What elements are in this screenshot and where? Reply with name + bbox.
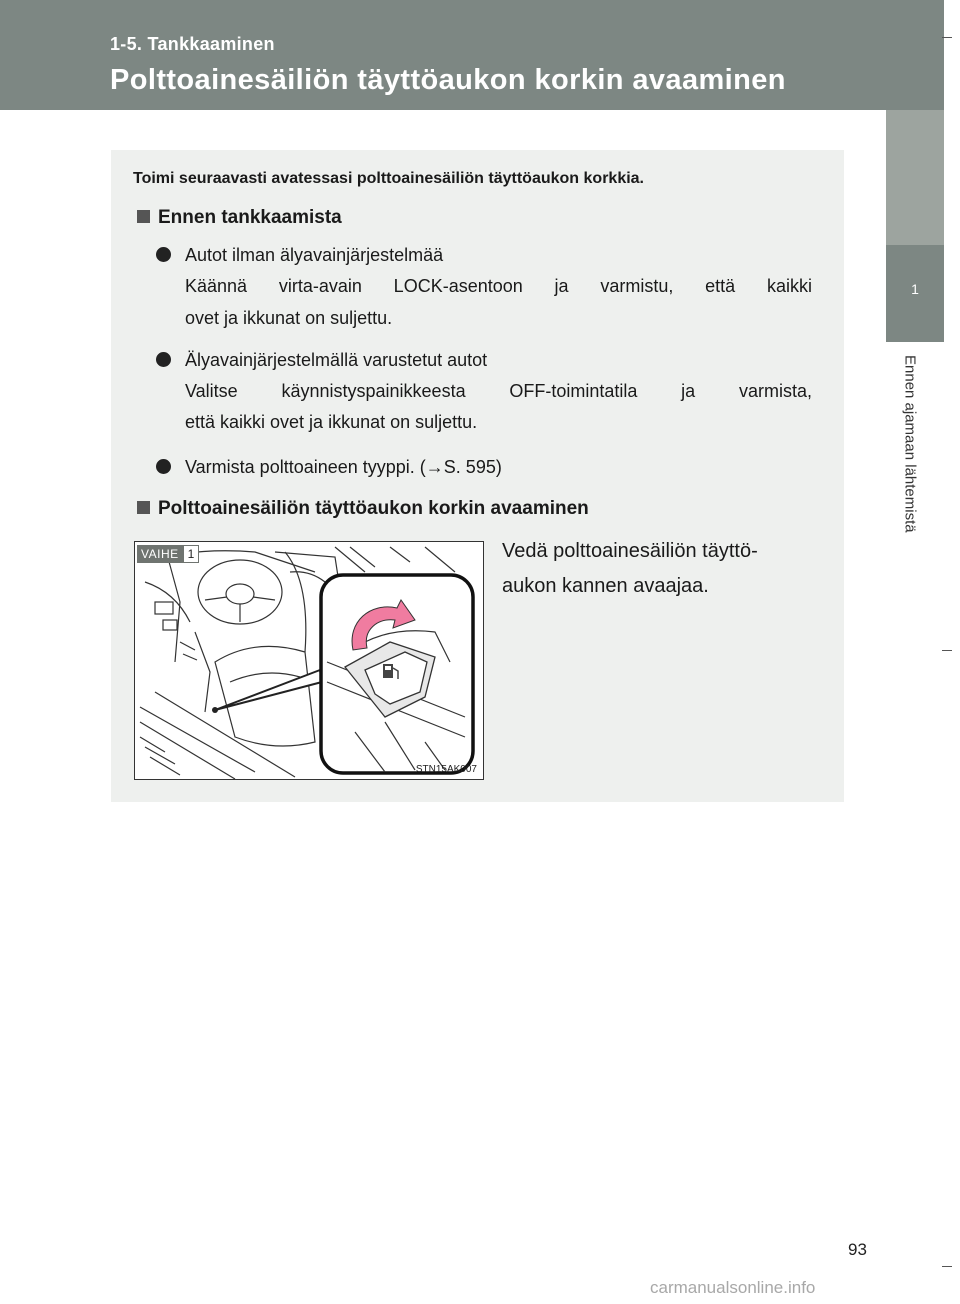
page-header [0,0,944,110]
bullet-icon [156,459,171,474]
chapter-title-vertical [890,355,930,595]
side-tab-top [886,110,944,245]
bullet-icon [156,247,171,262]
crop-mark [942,37,952,38]
intro-text: Toimi seuraavasti avatessasi polttoainesäiliön täyttöaukon korkkia. [133,170,644,187]
watermark: carmanualsonline.info [650,1278,816,1297]
page-number: 93 [848,1240,867,1259]
bullet1-line1: Käännä virta-avain LOCK-asentoon ja varmistu, että kaikki [185,276,812,296]
bullet2-line2: että kaikki ovet ja ikkunat on suljettu. [185,412,478,432]
square-bullet-icon [137,501,150,514]
page-title: Polttoainesäiliön täyttöaukon korkin avaaminen [110,64,786,96]
crop-mark [942,1266,952,1267]
step-number: 1 [183,545,200,563]
section-heading-before-fueling: Ennen tankkaamista [137,207,342,229]
chapter-title: Ennen ajamaan lähtemistä [901,355,919,533]
section-heading-opening-cap: Polttoainesäiliön täyttöaukon korkin avaaminen [137,498,589,520]
chapter-tab [886,245,944,342]
bullet-icon [156,352,171,367]
image-code: STN15AK007 [415,764,477,775]
step-instruction-line2: aukon kannen avaajaa. [502,575,709,597]
bullet1-line2: ovet ja ikkunat on suljettu. [185,308,393,328]
bullet1-title: Autot ilman älyavainjärjestelmää [185,245,444,265]
step-badge [137,545,199,563]
arrow-icon: → [425,457,444,477]
step-label: VAIHE [137,545,183,563]
car-interior-drawing [135,542,483,779]
chapter-number: 1 [911,281,919,297]
bullet2-title: Älyavainjärjestelmällä varustetut autot [185,350,488,370]
bullet3-text: Varmista polttoaineen tyyppi. (→S. 595) [185,457,502,477]
section-label: 1-5. Tankkaaminen [110,34,275,54]
step-instruction-line1: Vedä polttoainesäiliön täyttö- [502,540,758,562]
square-bullet-icon [137,210,150,223]
bullet2-line1: Valitse käynnistyspainikkeesta OFF-toimintatila ja varmista, [185,381,812,401]
crop-mark [942,650,952,651]
illustration-fuel-door-opener [134,541,484,780]
